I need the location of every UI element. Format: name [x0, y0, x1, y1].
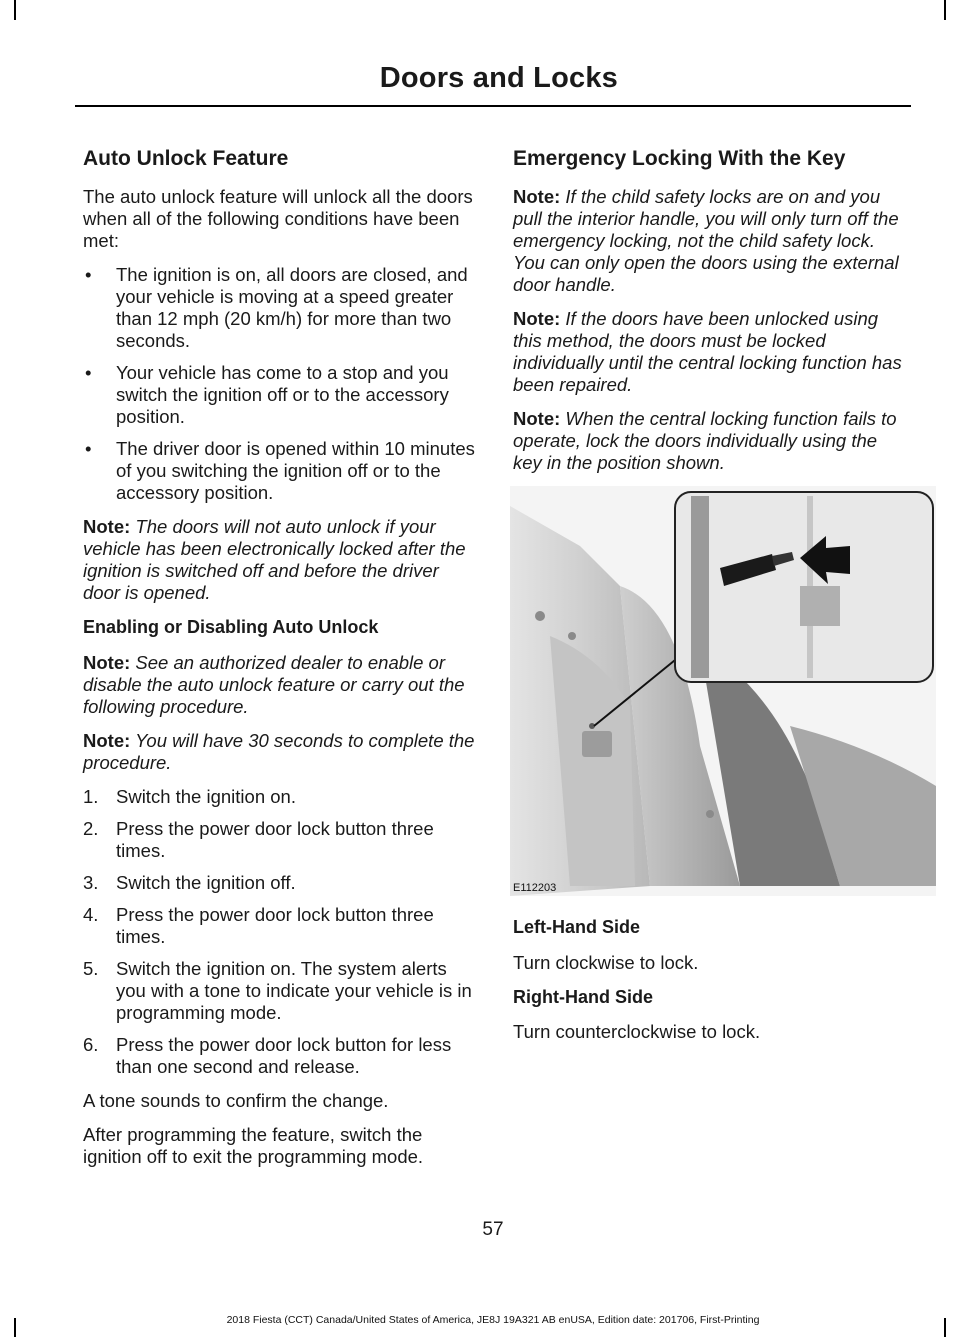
step-text: Switch the ignition on. The system alerts you with a tone to indicate your vehicle is in programming mode. [116, 957, 472, 1023]
step-number: 5. [83, 957, 99, 979]
procedure-steps [83, 786, 476, 1078]
conditions-list [83, 264, 476, 504]
step-number: 3. [83, 871, 99, 893]
latch-plate [582, 731, 612, 757]
note-text: The doors will not auto unlock if your vehicle has been electronically locked after the ignition is switched off and before the driver door is opened. [83, 516, 466, 604]
bullet-mark: • [85, 362, 92, 384]
bolt [706, 810, 714, 818]
step-item [83, 958, 476, 1024]
step-text: Press the power door lock button for less than one second and release. [116, 1033, 452, 1077]
step-text: Switch the ignition on. [116, 785, 296, 807]
bullet-mark: • [85, 438, 92, 460]
section-heading-auto-unlock: Auto Unlock Feature [83, 147, 289, 170]
step-number: 1. [83, 785, 99, 807]
note-individual-locking [513, 308, 909, 396]
note-text: If the child safety locks are on and you pull the interior handle, you will only turn off the emergency locking, not the child safety lock. You can only open the doors using the external door handle. [513, 186, 899, 296]
inset-latch [800, 586, 840, 626]
list-item-text: The driver door is opened within 10 minutes of you switching the ignition off or to the accessory position. [116, 438, 475, 504]
door-illustration-svg [510, 486, 936, 896]
edition-footer: 2018 Fiesta (CCT) Canada/United States of America, JE8J 19A321 AB enUSA, Edition date: 201706, First-Printing [226, 1314, 760, 1326]
list-item-text: Your vehicle has come to a stop and you switch the ignition off or to the accessory position. [116, 362, 449, 428]
left-hand-side-text: Turn clockwise to lock. [513, 951, 699, 973]
figure-id: E112203 [513, 882, 557, 895]
section-heading-emergency-locking: Emergency Locking With the Key [513, 147, 846, 170]
step-number: 6. [83, 1033, 99, 1055]
door-lock-illustration [510, 486, 936, 896]
note-label: Note: [83, 651, 131, 673]
auto-unlock-intro: The auto unlock feature will unlock all the doors when all of the following conditions have been met: [83, 186, 473, 252]
note-text: When the central locking function fails to operate, lock the doors individually using the key in the position shown. [513, 408, 897, 474]
list-item [83, 438, 476, 504]
step-number: 2. [83, 817, 99, 839]
step-item [83, 1034, 476, 1078]
page-number: 57 [482, 1219, 504, 1240]
bolt [568, 632, 576, 640]
list-item [83, 362, 476, 428]
subheading-right-hand-side: Right-Hand Side [513, 986, 653, 1007]
note-auto-unlock [83, 516, 476, 604]
left-column [83, 145, 476, 1180]
bullet-mark: • [85, 264, 92, 286]
note-text: See an authorized dealer to enable or disable the auto unlock feature or carry out the following procedure. [83, 651, 465, 717]
note-label: Note: [513, 186, 561, 208]
step-item [83, 786, 476, 808]
step-item [83, 872, 476, 894]
note-label: Note: [513, 308, 561, 330]
step-text: Press the power door lock button three times. [116, 817, 434, 861]
step-number: 4. [83, 903, 99, 925]
note-text: You will have 30 seconds to complete the procedure. [83, 729, 475, 773]
note-label: Note: [513, 408, 561, 430]
note-key-position [513, 408, 909, 474]
step-text: Switch the ignition off. [116, 871, 296, 893]
step-item [83, 904, 476, 948]
list-item-text: The ignition is on, all doors are closed, and your vehicle is moving at a speed greater than 12 mph (20 km/h) for more than two seconds. [116, 264, 468, 352]
note-time-limit [83, 730, 476, 774]
crop-mark-top-left [14, 0, 16, 20]
note-child-safety [513, 186, 909, 296]
note-label: Note: [83, 729, 131, 751]
crop-mark-top-right [944, 0, 946, 20]
note-text: If the doors have been unlocked using this method, the doors must be locked individually until the central locking function has been repaired. [513, 308, 902, 396]
subheading-left-hand-side: Left-Hand Side [513, 917, 641, 938]
step-text: Press the power door lock button three times. [116, 903, 434, 947]
bolt [535, 611, 545, 621]
subheading-enable-disable: Enabling or Disabling Auto Unlock [83, 617, 379, 638]
header-rule [75, 105, 911, 107]
list-item [83, 264, 476, 352]
exit-programming-text: After programming the feature, switch the ignition off to exit the programming mode. [83, 1123, 424, 1167]
page-title: Doors and Locks [379, 62, 618, 94]
right-hand-side-text: Turn counterclockwise to lock. [513, 1021, 761, 1043]
note-dealer [83, 652, 476, 718]
note-label: Note: [83, 516, 131, 538]
right-column [513, 145, 909, 1055]
tone-confirmation-text: A tone sounds to confirm the change. [83, 1089, 389, 1111]
step-item [83, 818, 476, 862]
